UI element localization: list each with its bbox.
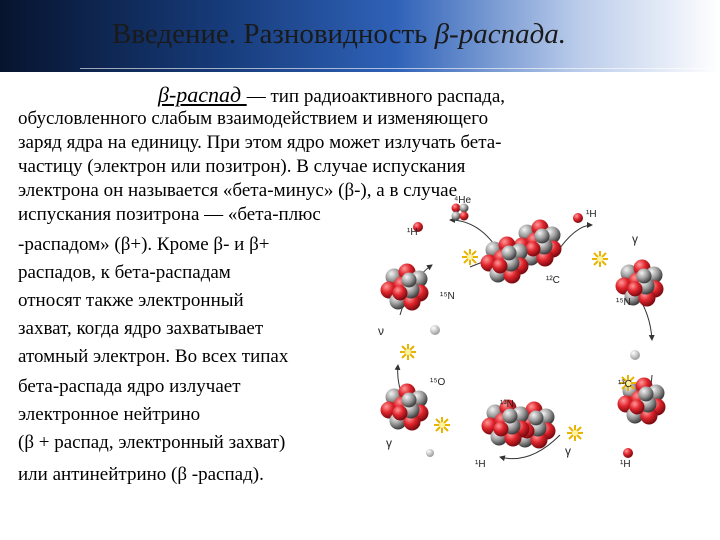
label-c12: ¹²C	[546, 275, 560, 286]
header-divider	[80, 68, 720, 69]
intro-line: заряд ядра на единицу. При этом ядро может излучать бета-	[18, 132, 502, 153]
proton-bottom-right	[623, 448, 633, 458]
intro-line: обусловленного слабым взаимодействием и изменяющего	[18, 108, 489, 129]
term-beta-decay: β-распад	[158, 82, 247, 107]
body-line: относят также электронный	[18, 290, 244, 311]
intro-line: испускания позитрона — «бета-плюс	[18, 204, 321, 225]
nucleus-o15-left	[381, 384, 429, 431]
positron	[430, 325, 440, 335]
intro-line: частицу (электрон или позитрон). В случае испускания	[18, 156, 466, 177]
body-line: или антинейтрино (β -распад).	[18, 464, 264, 485]
helium-particle	[452, 204, 469, 221]
nucleus-n15-left	[381, 264, 429, 311]
label-n15-right: ¹⁵N	[616, 297, 631, 308]
body-line: захват, когда ядро захватывает	[18, 318, 264, 339]
slide-title	[112, 18, 566, 51]
label-c13: ¹³C	[618, 379, 632, 390]
body-line: бета-распада ядро излучает	[18, 376, 241, 397]
body-line: атомный электрон. Во всех типах	[18, 346, 289, 367]
intro-rest: — тип радиоактивного распада,	[246, 86, 506, 107]
intro-line: электрона он называется «бета-минус» (β-), а в случае	[18, 180, 458, 201]
label-nu: ν	[378, 324, 384, 338]
body-line: электронное нейтрино	[18, 404, 201, 425]
intro-lead	[158, 82, 505, 108]
gamma-burst	[434, 417, 450, 433]
gamma-burst	[592, 251, 608, 267]
label-gamma-bottom: γ	[565, 444, 571, 458]
gamma-burst	[567, 425, 583, 441]
cno-cycle-diagram	[360, 195, 690, 485]
body-line: распадов, к бета-распадам	[18, 262, 231, 283]
label-gamma-bottom-left: γ	[386, 436, 392, 450]
label-h1-left: ¹H	[407, 227, 418, 238]
gamma-burst	[462, 249, 478, 265]
title-italic: β-распада.	[434, 18, 567, 50]
label-he4: ⁴He	[454, 195, 472, 206]
gamma-burst	[400, 344, 416, 360]
label-h1-top: ¹H	[586, 209, 597, 220]
label-h1-bottom-right: ¹H	[620, 459, 631, 470]
neutrino-right	[630, 350, 640, 360]
label-o15: ¹⁵O	[430, 377, 446, 388]
label-gamma-top-right: γ	[632, 232, 638, 246]
body-line: -распадом» (β+). Кроме β- и β+	[18, 234, 270, 255]
title-main: Введение. Разновидность	[112, 18, 435, 50]
proton-top	[573, 213, 583, 223]
label-h1-bottom-left: ¹H	[475, 459, 486, 470]
positron-bottom	[426, 449, 434, 457]
label-n13: ¹³N	[500, 399, 514, 410]
body-line: (β + распад, электронный захват)	[18, 432, 286, 453]
label-n15-left: ¹⁵N	[440, 291, 455, 302]
